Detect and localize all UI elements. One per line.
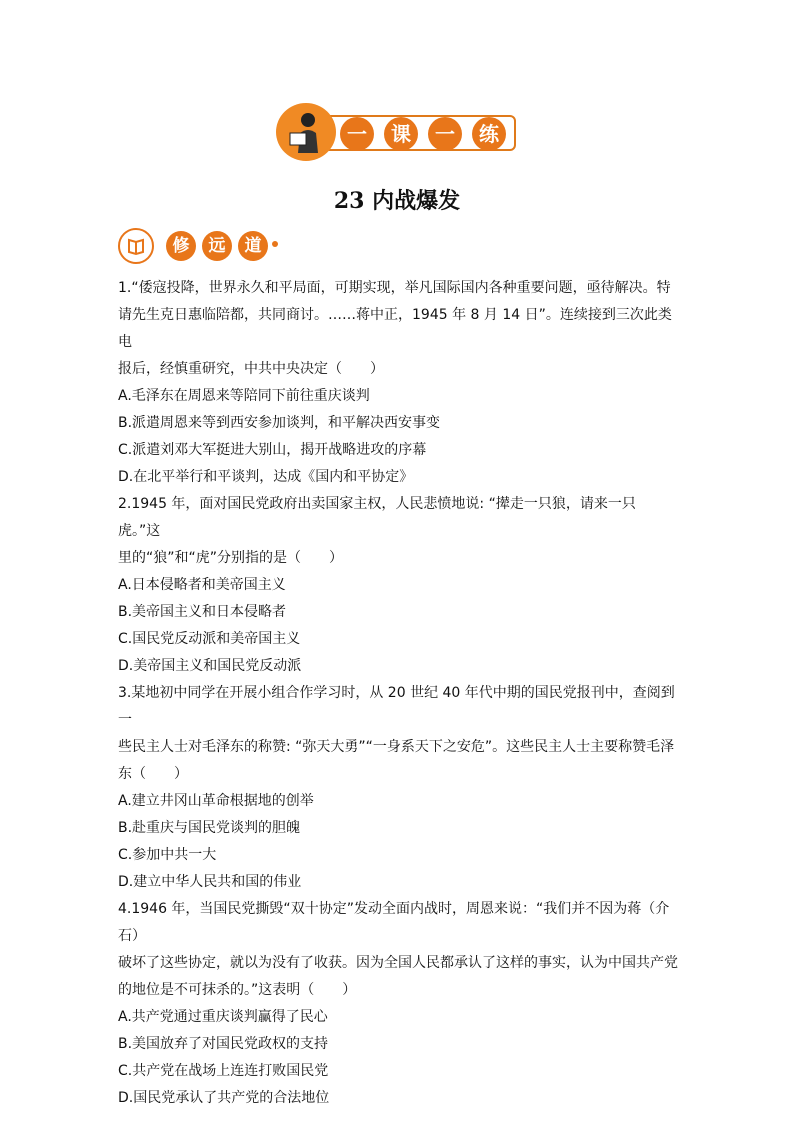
option-d: D.建立中华人民共和国的伟业 (118, 874, 302, 890)
option-b: B.派遣周恩来等到西安参加谈判，和平解决西安事变 (118, 415, 441, 431)
section-char: 远 (202, 231, 232, 261)
book-emblem-icon (118, 228, 154, 264)
option-b: B.美国放弃了对国民党政权的支持 (118, 1036, 329, 1052)
lesson-banner (276, 103, 520, 161)
question-stem-line: 3.某地初中同学在开展小组合作学习时，从 20 世纪 40 年代中期的国民党报刊中，查阅到一 (118, 685, 675, 728)
option-b: B.美帝国主义和日本侵略者 (118, 604, 287, 620)
option-c: C.国民党反动派和美帝国主义 (118, 631, 301, 647)
banner-char: 课 (384, 117, 418, 151)
option-d: D.美帝国主义和国民党反动派 (118, 658, 302, 674)
question-list (118, 275, 678, 1112)
banner-char: 一 (428, 117, 462, 151)
option-c: C.共产党在战场上连连打败国民党 (118, 1063, 329, 1079)
banner-char: 练 (472, 117, 506, 151)
question (118, 680, 678, 896)
question-stem-line: 的地位是不可抹杀的。”这表明（ ） (118, 982, 357, 998)
question (118, 896, 678, 1112)
section-header (118, 228, 278, 264)
page-title: 23 内战爆发 (333, 188, 461, 214)
option-a: A.共产党通过重庆谈判赢得了民心 (118, 1009, 328, 1025)
question-stem-line: 里的“狼”和“虎”分别指的是（ ） (118, 550, 344, 566)
option-c: C.参加中共一大 (118, 847, 217, 863)
option-d: D.国民党承认了共产党的合法地位 (118, 1090, 330, 1106)
section-char: 道 (238, 231, 268, 261)
question-stem-line: 1.“倭寇投降，世界永久和平局面，可期实现，举凡国际国内各种重要问题，亟待解决。特 (118, 280, 671, 296)
reading-person-icon (276, 103, 336, 161)
option-d: D.在北平举行和平谈判，达成《国内和平协定》 (118, 469, 414, 485)
section-char: 修 (166, 231, 196, 261)
question (118, 491, 678, 680)
option-b: B.赴重庆与国民党谈判的胆魄 (118, 820, 301, 836)
question (118, 275, 678, 491)
question-stem-line: 4.1946 年，当国民党撕毁“双十协定”发动全面内战时，周恩来说：“我们并不因为蒋（介石） (118, 901, 670, 944)
banner-char: 一 (340, 117, 374, 151)
question-stem-line: 报后，经慎重研究，中共中央决定（ ） (118, 361, 384, 377)
question-stem-line: 破坏了这些协定，就以为没有了收获。因为全国人民都承认了这样的事实，认为中国共产党 (118, 955, 678, 971)
question-stem-line: 请先生克日惠临陪都，共同商讨。……蒋中正，1945 年 8 月 14 日”。连续接到三次此类电 (118, 307, 672, 350)
question-stem-line: 东（ ） (118, 766, 188, 782)
question-stem-line: 些民主人士对毛泽东的称赞: “弥天大勇”“一身系天下之安危”。这些民主人士主要称赞毛泽 (118, 739, 675, 755)
option-a: A.日本侵略者和美帝国主义 (118, 577, 286, 593)
section-dot (272, 241, 278, 247)
option-a: A.毛泽东在周恩来等陪同下前往重庆谈判 (118, 388, 370, 404)
option-a: A.建立井冈山革命根据地的创举 (118, 793, 314, 809)
question-stem-line: 2.1945 年，面对国民党政府出卖国家主权，人民悲愤地说: “撵走一只狼，请来一只虎。”这 (118, 496, 636, 539)
option-c: C.派遣刘邓大军挺进大别山，揭开战略进攻的序幕 (118, 442, 427, 458)
